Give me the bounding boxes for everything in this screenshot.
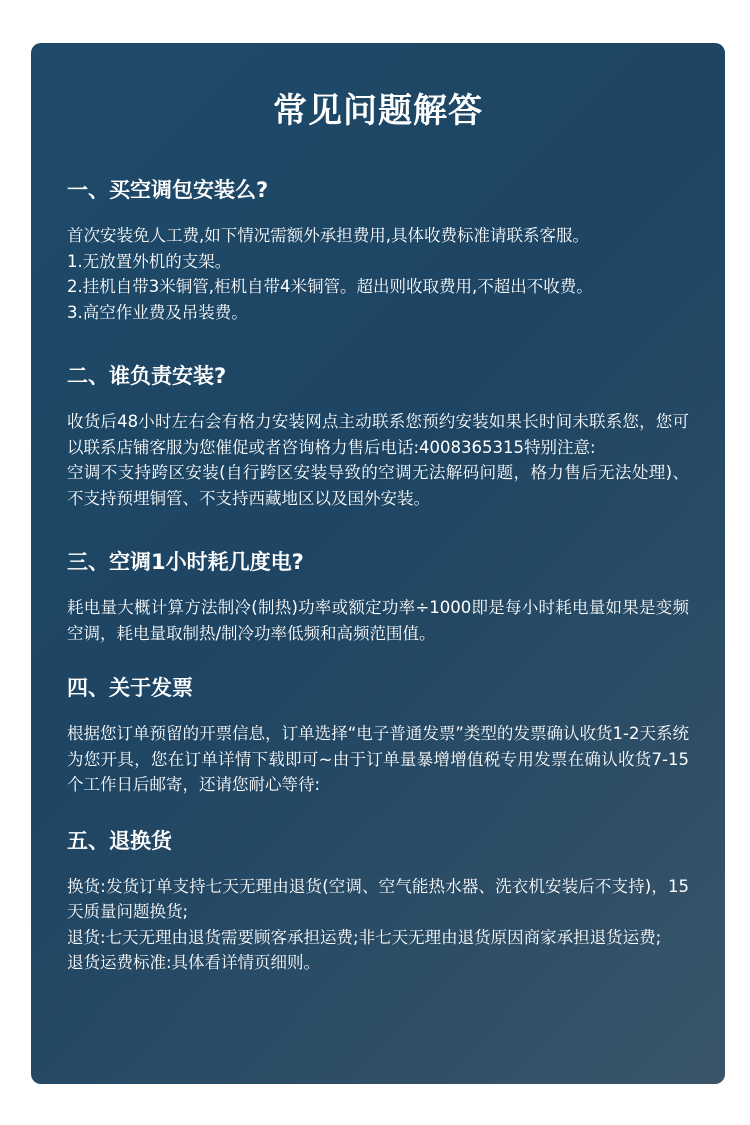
section-body (67, 223, 689, 325)
page-title: 常见问题解答 (273, 91, 483, 131)
section-line: 2.挂机自带3米铜管,柜机自带4米铜管。超出则收取费用,不超出不收费。 (67, 277, 593, 296)
section-body (67, 874, 689, 976)
section-body (67, 595, 689, 646)
faq-section-power-consumption (67, 547, 689, 646)
section-heading: 二、谁负责安装? (67, 364, 227, 388)
faq-card (31, 43, 725, 1084)
section-line: 根据您订单预留的开票信息，订单选择“电子普通发票”类型的发票确认收货1-2天系统为您开具，您在订单详情下载即可~由于订单量暴增增值税专用发票在确认收货7-15个工作日后邮寄，还请您耐心等待: (67, 724, 689, 794)
section-line: 收货后48小时左右会有格力安装网点主动联系您预约安装如果长时间未联系您，您可以联系店铺客服为您催促或者咨询格力售后电话:4008365315特别注意: (67, 412, 689, 457)
section-line: 3.高空作业费及吊装费。 (67, 302, 248, 322)
faq-section-returns (67, 826, 689, 976)
section-line: 空调不支持跨区安装(自行跨区安装导致的空调无法解码问题，格力售后无法处理)、不支持预埋铜管、不支持西藏地区以及国外安装。 (67, 463, 689, 508)
section-line: 退货:七天无理由退货需要顾客承担运费;非七天无理由退货原因商家承担退货运费; (67, 927, 662, 947)
section-heading: 五、退换货 (67, 828, 172, 853)
faq-section-install-included (67, 175, 689, 325)
section-heading: 一、买空调包安装么? (67, 178, 269, 202)
faq-section-who-installs (67, 361, 689, 511)
section-heading: 三、空调1小时耗几度电? (67, 550, 304, 574)
faq-section-invoice (67, 673, 689, 798)
section-line: 首次安装免人工费,如下情况需额外承担费用,具体收费标准请联系客服。 (67, 226, 589, 245)
section-line: 换货:发货订单支持七天无理由退货(空调、空气能热水器、洗衣机安装后不支持)，15天质量问题换货; (67, 876, 689, 921)
section-line: 1.无放置外机的支架。 (67, 251, 232, 271)
section-heading: 四、关于发票 (67, 676, 193, 700)
section-line: 耗电量大概计算方法制冷(制热)功率或额定功率÷1000即是每小时耗电量如果是变频空调，耗电量取制热/制冷功率低频和高频范围值。 (67, 598, 689, 643)
section-line: 退货运费标准:具体看详情页细则。 (67, 953, 321, 972)
section-body (67, 721, 689, 798)
section-body (67, 409, 689, 511)
